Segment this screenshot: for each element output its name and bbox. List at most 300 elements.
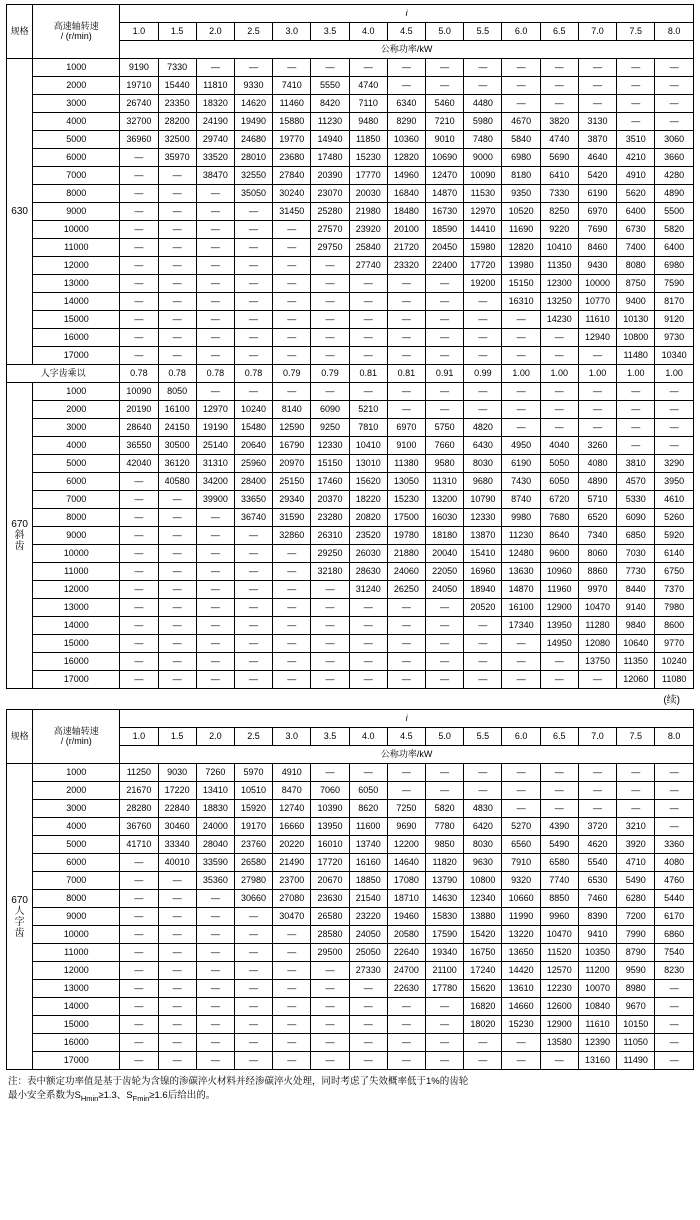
header-i-value-9: 5.5 [464,23,502,41]
header-i-value-14: 8.0 [655,23,694,41]
cell-power-10: — [502,764,540,782]
cell-power-0: — [120,491,158,509]
cell-power-12: 10840 [578,998,616,1016]
cell-power-5: 17480 [311,149,349,167]
cell-power-13: 10150 [617,1016,655,1034]
row-rpm: 5000 [33,836,120,854]
cell-power-3: 25960 [234,455,272,473]
cell-power-0: 9190 [120,59,158,77]
cell-power-1: — [158,545,196,563]
cell-power-0: — [120,509,158,527]
table-row [7,890,694,908]
cell-power-5: — [311,980,349,998]
cell-power-10: — [502,329,540,347]
cell-power-3: 26580 [234,854,272,872]
row-rpm: 9000 [33,203,120,221]
cell-power-14: 6400 [655,239,694,257]
cell-power-4: — [273,998,311,1016]
cell-power-13: — [617,95,655,113]
row-rpm: 16000 [33,329,120,347]
cell-multiplier-13: 1.00 [617,365,655,383]
cell-power-6: — [349,998,387,1016]
cell-power-4: — [273,581,311,599]
cell-power-4: — [273,563,311,581]
cell-power-6: 27740 [349,257,387,275]
cell-power-13: 6280 [617,890,655,908]
cell-power-11: 7330 [540,185,578,203]
cell-power-3: — [234,617,272,635]
cell-power-6: 6050 [349,782,387,800]
cell-power-4: — [273,257,311,275]
cell-power-6: — [349,617,387,635]
cell-power-0: — [120,311,158,329]
cell-power-0: — [120,545,158,563]
table-row [7,1016,694,1034]
cell-power-6: 15620 [349,473,387,491]
cell-power-6: 23220 [349,908,387,926]
cell-power-11: 11350 [540,257,578,275]
cell-power-10: 11690 [502,221,540,239]
table-row [7,671,694,689]
cell-power-10: 12480 [502,545,540,563]
table-row [7,764,694,782]
table1-body [7,59,694,689]
cell-power-4: — [273,944,311,962]
cell-power-8: 14870 [426,185,464,203]
cell-power-0: 11250 [120,764,158,782]
cell-power-12: 6520 [578,509,616,527]
cell-power-6: 13010 [349,455,387,473]
cell-power-9: 20520 [464,599,502,617]
cell-power-13: — [617,782,655,800]
cell-power-13: — [617,419,655,437]
cell-power-3: — [234,347,272,365]
cell-power-5: — [311,653,349,671]
cell-power-5: — [311,293,349,311]
cell-power-1: — [158,581,196,599]
cell-power-0: — [120,998,158,1016]
cell-power-1: — [158,926,196,944]
table-row [7,473,694,491]
cell-power-0: 26740 [120,95,158,113]
cell-power-7: 20580 [387,926,425,944]
row-rpm: 2000 [33,782,120,800]
row-rpm: 6000 [33,149,120,167]
footnote [6,1075,694,1105]
cell-power-6: 8620 [349,800,387,818]
cell-power-10: — [502,635,540,653]
cell-power-12: 10350 [578,944,616,962]
cell-power-6: — [349,653,387,671]
cell-power-10: 11990 [502,908,540,926]
cell-power-7: 23320 [387,257,425,275]
cell-power-0: 20190 [120,401,158,419]
table-row [7,599,694,617]
table-row [7,836,694,854]
cell-power-9: 12970 [464,203,502,221]
cell-power-8: — [426,764,464,782]
cell-power-10: 17340 [502,617,540,635]
cell-power-1: 35970 [158,149,196,167]
cell-power-13: 7200 [617,908,655,926]
cell-power-12: 3260 [578,437,616,455]
cell-power-5: 23630 [311,890,349,908]
cell-power-8: 15830 [426,908,464,926]
cell-power-10: 9350 [502,185,540,203]
cell-power-5: — [311,671,349,689]
cell-power-3: — [234,275,272,293]
cell-power-3: 32550 [234,167,272,185]
cell-power-3: — [234,221,272,239]
cell-power-4: — [273,962,311,980]
row-rpm: 4000 [33,437,120,455]
cell-power-1: 7330 [158,59,196,77]
header-i-value-4: 3.0 [273,23,311,41]
cell-power-13: 8790 [617,944,655,962]
cell-multiplier-6: 0.81 [349,365,387,383]
cell-power-2: — [196,293,234,311]
cell-power-2: 25140 [196,437,234,455]
cell-power-14: 7590 [655,275,694,293]
cell-power-11: 9600 [540,545,578,563]
cell-power-11: 12600 [540,998,578,1016]
table-row [7,509,694,527]
cell-power-14: 6860 [655,926,694,944]
cell-power-1: 28200 [158,113,196,131]
cell-power-4: 8140 [273,401,311,419]
cell-power-2: 35360 [196,872,234,890]
cell-power-11: 5050 [540,455,578,473]
cell-power-5: 28580 [311,926,349,944]
cell-power-14: 9120 [655,311,694,329]
cell-power-0: — [120,653,158,671]
header-i-value-8: 5.0 [426,728,464,746]
cell-power-2: — [196,581,234,599]
cell-power-3: — [234,383,272,401]
header-i-value-0: 1.0 [120,728,158,746]
cell-power-11: 12900 [540,1016,578,1034]
cell-power-1: — [158,311,196,329]
cell-power-8: — [426,599,464,617]
cell-power-1: — [158,1016,196,1034]
cell-power-13: — [617,764,655,782]
cell-power-3: — [234,998,272,1016]
cell-power-10: 14870 [502,581,540,599]
cell-power-2: — [196,617,234,635]
cell-power-12: 10070 [578,980,616,998]
row-spec-label: 630 [7,59,33,365]
cell-power-13: 7730 [617,563,655,581]
cell-power-5: 9250 [311,419,349,437]
cell-power-10: — [502,800,540,818]
cell-power-5: 32180 [311,563,349,581]
cell-power-9: 11530 [464,185,502,203]
cell-power-12: 10470 [578,599,616,617]
cell-power-7: — [387,671,425,689]
cell-power-10: — [502,311,540,329]
cell-power-8: — [426,1016,464,1034]
cell-power-7: — [387,383,425,401]
table-row [7,617,694,635]
cell-power-11: 12230 [540,980,578,998]
cell-power-0: — [120,872,158,890]
cell-power-4: — [273,275,311,293]
table-row [7,203,694,221]
cell-power-9: — [464,347,502,365]
cell-power-4: — [273,311,311,329]
row-rpm: 3000 [33,95,120,113]
cell-power-0: — [120,617,158,635]
cell-power-14: 3950 [655,473,694,491]
cell-power-6: 21540 [349,890,387,908]
cell-power-1: — [158,347,196,365]
cell-power-5: — [311,617,349,635]
cell-power-9: 15980 [464,239,502,257]
header-i-value-11: 6.5 [540,23,578,41]
cell-power-6: — [349,383,387,401]
cell-power-13: — [617,401,655,419]
cell-power-0: — [120,275,158,293]
cell-power-9: 9630 [464,854,502,872]
cell-power-7: 7250 [387,800,425,818]
cell-power-12: 7340 [578,527,616,545]
cell-power-0: — [120,1052,158,1070]
cell-power-0: — [120,203,158,221]
cell-power-7: 21720 [387,239,425,257]
cell-power-0: — [120,563,158,581]
cell-multiplier-4: 0.79 [273,365,311,383]
continued-label: (续) [663,695,680,706]
cell-power-12: — [578,77,616,95]
cell-power-3: — [234,581,272,599]
cell-power-11: — [540,347,578,365]
cell-power-12: 11610 [578,311,616,329]
cell-power-5: 20390 [311,167,349,185]
cell-power-14: — [655,95,694,113]
row-rpm: 15000 [33,311,120,329]
header-rpm: 高速轴转速 / (r/min) [33,5,120,59]
cell-power-7: 19460 [387,908,425,926]
row-rpm: 16000 [33,653,120,671]
cell-power-0: — [120,185,158,203]
cell-power-5: 23280 [311,509,349,527]
cell-power-7: 15230 [387,491,425,509]
table-row [7,185,694,203]
cell-power-13: 6850 [617,527,655,545]
row-rpm: 9000 [33,527,120,545]
header-i-value-10: 6.0 [502,23,540,41]
cell-power-6: 10410 [349,437,387,455]
cell-power-8: — [426,1034,464,1052]
cell-power-12: 11610 [578,1016,616,1034]
table-row [7,437,694,455]
header-i-value-3: 2.5 [234,728,272,746]
cell-power-2: — [196,926,234,944]
row-rpm: 17000 [33,1052,120,1070]
cell-power-13: 4210 [617,149,655,167]
footnote-line2-pre: 最小安全系数为S [8,1089,81,1101]
cell-power-7: — [387,764,425,782]
cell-power-0: 28640 [120,419,158,437]
cell-power-14: 4080 [655,854,694,872]
table-row [7,347,694,365]
cell-power-7: — [387,1052,425,1070]
cell-power-7: — [387,635,425,653]
cell-power-13: — [617,800,655,818]
cell-power-11: 3820 [540,113,578,131]
cell-power-10: 12820 [502,239,540,257]
cell-power-1: — [158,275,196,293]
cell-power-5: 15150 [311,455,349,473]
cell-power-7: 16840 [387,185,425,203]
cell-power-1: — [158,239,196,257]
cell-power-0: 36550 [120,437,158,455]
cell-power-5: — [311,998,349,1016]
cell-power-5: — [311,599,349,617]
cell-power-7: — [387,653,425,671]
cell-power-11: 12570 [540,962,578,980]
row-rpm: 17000 [33,347,120,365]
cell-power-14: — [655,818,694,836]
cell-power-7: 9100 [387,437,425,455]
cell-power-2: — [196,383,234,401]
cell-power-2: 33590 [196,854,234,872]
cell-power-3: — [234,599,272,617]
cell-power-14: — [655,113,694,131]
cell-power-4: — [273,383,311,401]
cell-power-3: 35050 [234,185,272,203]
table-row [7,800,694,818]
cell-power-9: 5980 [464,113,502,131]
header-i-value-7: 4.5 [387,728,425,746]
header-spec: 规格 [7,710,33,764]
row-rpm: 4000 [33,818,120,836]
cell-power-1: 22840 [158,800,196,818]
cell-power-7: 13050 [387,473,425,491]
cell-power-2: 34200 [196,473,234,491]
cell-power-3: — [234,962,272,980]
cell-power-6: 9480 [349,113,387,131]
table-row [7,239,694,257]
cell-power-3: 10510 [234,782,272,800]
cell-power-1: — [158,203,196,221]
cell-power-12: — [578,764,616,782]
cell-power-4: 16790 [273,437,311,455]
cell-power-12: 7690 [578,221,616,239]
cell-power-14: 3290 [655,455,694,473]
cell-power-1: — [158,1052,196,1070]
cell-power-0: — [120,239,158,257]
cell-power-9: 10790 [464,491,502,509]
cell-power-10: — [502,1034,540,1052]
cell-power-2: 19190 [196,419,234,437]
table-row [7,944,694,962]
cell-power-4: — [273,599,311,617]
cell-power-8: — [426,1052,464,1070]
cell-power-14: 10340 [655,347,694,365]
cell-power-14: 7370 [655,581,694,599]
cell-power-11: 10470 [540,926,578,944]
row-rpm: 12000 [33,257,120,275]
cell-power-7: 26250 [387,581,425,599]
cell-power-7: — [387,401,425,419]
cell-power-8: 5820 [426,800,464,818]
cell-power-13: 3210 [617,818,655,836]
header-i-value-2: 2.0 [196,23,234,41]
cell-power-10: — [502,383,540,401]
cell-power-11: 7740 [540,872,578,890]
cell-power-0: — [120,854,158,872]
cell-power-5: — [311,311,349,329]
cell-power-14: 5820 [655,221,694,239]
header-spec: 规格 [7,5,33,59]
cell-power-11: 9220 [540,221,578,239]
cell-power-4: — [273,635,311,653]
cell-power-2: — [196,59,234,77]
cell-power-6: — [349,1016,387,1034]
cell-power-2: 31310 [196,455,234,473]
row-rpm: 6000 [33,854,120,872]
cell-power-14: 6980 [655,257,694,275]
cell-power-2: — [196,671,234,689]
cell-power-1: — [158,293,196,311]
row-spec-label: 670 人 字 齿 [7,764,33,1070]
cell-power-13: 12060 [617,671,655,689]
cell-power-7: 6340 [387,95,425,113]
cell-power-7: — [387,998,425,1016]
cell-power-7: 10360 [387,131,425,149]
cell-power-13: 11480 [617,347,655,365]
cell-power-14: — [655,1034,694,1052]
header-power-label: 公称功率/kW [120,746,694,764]
cell-power-11: 11520 [540,944,578,962]
cell-power-1: — [158,1034,196,1052]
table-row [7,293,694,311]
cell-power-3: — [234,944,272,962]
cell-power-4: 8470 [273,782,311,800]
table-row [7,131,694,149]
cell-power-4: — [273,671,311,689]
cell-power-9: 12340 [464,890,502,908]
row-rpm: 15000 [33,635,120,653]
cell-power-13: 10130 [617,311,655,329]
row-rpm: 6000 [33,473,120,491]
header-i-value-10: 6.0 [502,728,540,746]
cell-power-13: — [617,59,655,77]
cell-power-12: 9430 [578,257,616,275]
cell-power-8: 18590 [426,221,464,239]
cell-power-6: — [349,275,387,293]
cell-multiplier-3: 0.78 [234,365,272,383]
cell-power-8: — [426,383,464,401]
row-spec-label: 670 斜 齿 [7,383,33,689]
cell-power-7: — [387,275,425,293]
cell-power-0: — [120,890,158,908]
cell-power-7: — [387,1016,425,1034]
cell-power-4: 23700 [273,872,311,890]
cell-power-7: 20100 [387,221,425,239]
cell-power-5: 13950 [311,818,349,836]
row-rpm: 14000 [33,617,120,635]
cell-power-3: — [234,980,272,998]
cell-power-2: — [196,998,234,1016]
cell-power-7: — [387,347,425,365]
cell-power-12: — [578,401,616,419]
cell-power-3: 36740 [234,509,272,527]
cell-power-3: — [234,1016,272,1034]
cell-power-12: 5540 [578,854,616,872]
cell-power-2: 24000 [196,818,234,836]
